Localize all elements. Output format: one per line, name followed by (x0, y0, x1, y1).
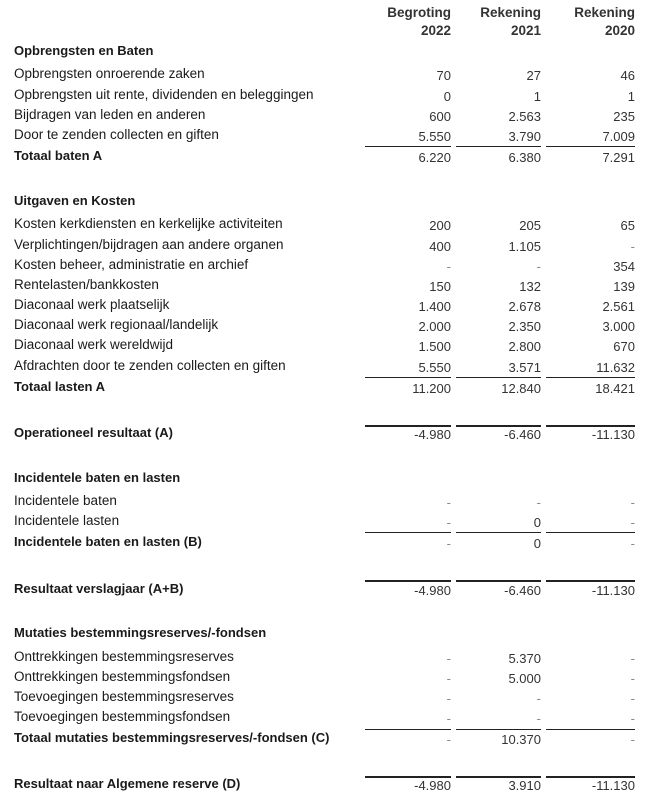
table-row (0, 105, 652, 125)
value-rekening-2021: 132 (519, 279, 541, 294)
value-begroting-2022: 6.220 (418, 150, 451, 165)
table-row (0, 687, 652, 707)
total-row (0, 532, 652, 552)
row-label: Resultaat verslagjaar (A+B) (14, 581, 184, 596)
header-col3-line2: 2020 (604, 23, 635, 38)
value-rekening-2021: - (536, 711, 541, 726)
total-rule (456, 729, 541, 730)
row-label: Diaconaal werk regionaal/landelijk (14, 317, 219, 332)
header-col2-line2: 2021 (510, 23, 541, 38)
value-rekening-2020: -11.130 (591, 778, 635, 793)
total-row (0, 728, 652, 748)
value-rekening-2020: 235 (613, 109, 635, 124)
value-rekening-2020: 65 (620, 218, 635, 233)
total-rule-thick (365, 580, 451, 582)
total-rule-thick (365, 776, 451, 778)
table-row (0, 491, 652, 511)
section-heading (0, 623, 652, 643)
value-begroting-2022: - (446, 536, 451, 551)
table-row (0, 255, 652, 275)
total-rule-thick (456, 580, 541, 582)
header-rekening-2021 (453, 4, 541, 40)
value-rekening-2020: -11.130 (591, 583, 635, 598)
value-begroting-2022: 200 (429, 218, 451, 233)
value-rekening-2021: 0 (533, 515, 541, 530)
total-rule (456, 532, 541, 533)
value-rekening-2020: - (630, 239, 635, 254)
value-begroting-2022: 1.400 (418, 299, 451, 314)
value-begroting-2022: -4.980 (414, 427, 451, 442)
value-rekening-2020: 2.561 (602, 299, 635, 314)
value-rekening-2020: - (630, 515, 635, 530)
value-begroting-2022: -4.980 (414, 583, 451, 598)
header-col1-line1: Begroting (387, 5, 451, 20)
header-rekening-2020 (544, 4, 635, 40)
value-rekening-2020: - (630, 711, 635, 726)
value-rekening-2021: - (536, 495, 541, 510)
row-label: Incidentele lasten (14, 513, 120, 528)
row-label: Onttrekkingen bestemmingsreserves (14, 649, 234, 664)
row-label: Totaal lasten A (14, 379, 106, 394)
value-rekening-2020: - (630, 651, 635, 666)
table-row (0, 214, 652, 234)
value-rekening-2021: - (536, 691, 541, 706)
value-rekening-2021: 0 (533, 536, 541, 551)
value-begroting-2022: 2.000 (418, 319, 451, 334)
value-begroting-2022: - (446, 691, 451, 706)
row-label: Toevoegingen bestemmingsreserves (14, 689, 234, 704)
row-label: Afdrachten door te zenden collecten en giften (14, 358, 286, 373)
row-label: Mutaties bestemmingsreserves/-fondsen (14, 625, 267, 640)
row-label: Opbrengsten en Baten (14, 43, 154, 58)
value-rekening-2021: -6.460 (504, 583, 541, 598)
value-rekening-2020: 139 (613, 279, 635, 294)
value-begroting-2022: 600 (429, 109, 451, 124)
value-rekening-2021: 3.910 (508, 778, 541, 793)
table-row (0, 707, 652, 727)
row-label: Kosten beheer, administratie en archief (14, 257, 249, 272)
value-rekening-2021: 2.800 (508, 339, 541, 354)
row-label: Door te zenden collecten en giften (14, 127, 219, 142)
value-rekening-2020: 46 (620, 68, 635, 83)
value-rekening-2020: - (630, 691, 635, 706)
total-rule-thick (546, 425, 635, 427)
total-rule-thick (546, 580, 635, 582)
value-begroting-2022: - (446, 651, 451, 666)
value-begroting-2022: - (446, 495, 451, 510)
value-begroting-2022: 0 (443, 89, 451, 104)
total-rule (365, 532, 451, 533)
section-heading (0, 41, 652, 61)
total-rule (456, 146, 541, 147)
section-heading (0, 468, 652, 488)
value-rekening-2021: 5.000 (508, 671, 541, 686)
total-rule (546, 729, 635, 730)
header-begroting-2022 (363, 4, 451, 40)
table-row (0, 235, 652, 255)
value-begroting-2022: 5.550 (418, 360, 451, 375)
row-label: Diaconaal werk plaatselijk (14, 297, 170, 312)
row-label: Incidentele baten (14, 493, 117, 508)
value-rekening-2020: - (630, 495, 635, 510)
value-rekening-2021: 12.840 (501, 381, 541, 396)
value-begroting-2022: - (446, 515, 451, 530)
value-rekening-2021: 1 (533, 89, 541, 104)
value-begroting-2022: - (446, 732, 451, 747)
row-label: Uitgaven en Kosten (14, 193, 136, 208)
row-label: Kosten kerkdiensten en kerkelijke activiteiten (14, 216, 283, 231)
value-rekening-2021: 1.105 (508, 239, 541, 254)
total-row (0, 377, 652, 397)
header-col2-line1: Rekening (480, 5, 541, 20)
row-label: Resultaat naar Algemene reserve (D) (14, 776, 241, 791)
value-rekening-2021: 3.790 (508, 129, 541, 144)
value-begroting-2022: 1.500 (418, 339, 451, 354)
table-row (0, 315, 652, 335)
value-rekening-2020: 7.291 (602, 150, 635, 165)
value-begroting-2022: 11.200 (412, 381, 451, 396)
value-begroting-2022: 400 (429, 239, 451, 254)
table-row (0, 64, 652, 84)
row-label: Opbrengsten uit rente, dividenden en beleggingen (14, 87, 314, 102)
value-rekening-2020: 3.000 (602, 319, 635, 334)
value-rekening-2021: - (536, 259, 541, 274)
section-heading (0, 191, 652, 211)
row-label: Onttrekkingen bestemmingsfondsen (14, 669, 231, 684)
table-row (0, 356, 652, 376)
table-row (0, 295, 652, 315)
table-row (0, 125, 652, 145)
total-rule (546, 532, 635, 533)
value-rekening-2020: 354 (613, 259, 635, 274)
row-label: Opbrengsten onroerende zaken (14, 66, 205, 81)
value-rekening-2020: 670 (613, 339, 635, 354)
table-row (0, 511, 652, 531)
value-rekening-2021: 27 (526, 68, 541, 83)
value-begroting-2022: 150 (429, 279, 451, 294)
total-rule-thick (546, 776, 635, 778)
value-rekening-2020: 1 (627, 89, 635, 104)
total-rule-thick (365, 425, 451, 427)
value-begroting-2022: -4.980 (414, 778, 451, 793)
value-begroting-2022: - (446, 671, 451, 686)
value-rekening-2020: - (630, 671, 635, 686)
row-label: Diaconaal werk wereldwijd (14, 337, 174, 352)
table-row (0, 647, 652, 667)
header-col3-line1: Rekening (574, 5, 635, 20)
row-label: Rentelasten/bankkosten (14, 277, 159, 292)
total-rule (456, 377, 541, 378)
row-label: Totaal mutaties bestemmingsreserves/-fondsen (C) (14, 730, 330, 745)
table-row (0, 667, 652, 687)
row-label: Totaal baten A (14, 148, 103, 163)
total-row (0, 146, 652, 166)
row-label: Verplichtingen/bijdragen aan andere organen (14, 237, 284, 252)
header-col1-line2: 2022 (420, 23, 451, 38)
value-rekening-2021: 2.563 (508, 109, 541, 124)
value-rekening-2021: 5.370 (508, 651, 541, 666)
table-row (0, 275, 652, 295)
value-rekening-2020: - (630, 536, 635, 551)
value-begroting-2022: - (446, 259, 451, 274)
value-rekening-2020: - (630, 732, 635, 747)
value-begroting-2022: 70 (436, 68, 451, 83)
total-row (0, 579, 652, 599)
value-rekening-2021: 6.380 (508, 150, 541, 165)
value-rekening-2021: 3.571 (508, 360, 541, 375)
value-begroting-2022: 5.550 (418, 129, 451, 144)
value-rekening-2021: 205 (519, 218, 541, 233)
table-row (0, 85, 652, 105)
total-rule-thick (456, 425, 541, 427)
row-label: Incidentele baten en lasten (14, 470, 181, 485)
value-rekening-2020: 7.009 (602, 129, 635, 144)
value-rekening-2020: -11.130 (591, 427, 635, 442)
value-rekening-2021: 2.350 (508, 319, 541, 334)
total-rule (546, 377, 635, 378)
total-rule (365, 729, 451, 730)
total-rule (365, 377, 451, 378)
value-rekening-2021: 2.678 (508, 299, 541, 314)
value-rekening-2020: 18.421 (595, 381, 635, 396)
row-label: Bijdragen van leden en anderen (14, 107, 206, 122)
row-label: Toevoegingen bestemmingsfondsen (14, 709, 231, 724)
row-label: Incidentele baten en lasten (B) (14, 534, 202, 549)
value-rekening-2020: 11.632 (596, 360, 635, 375)
value-begroting-2022: - (446, 711, 451, 726)
value-rekening-2021: -6.460 (504, 427, 541, 442)
total-rule (546, 146, 635, 147)
value-rekening-2021: 10.370 (501, 732, 541, 747)
row-label: Operationeel resultaat (A) (14, 425, 173, 440)
total-rule (365, 146, 451, 147)
total-rule-thick (456, 776, 541, 778)
table-row (0, 335, 652, 355)
